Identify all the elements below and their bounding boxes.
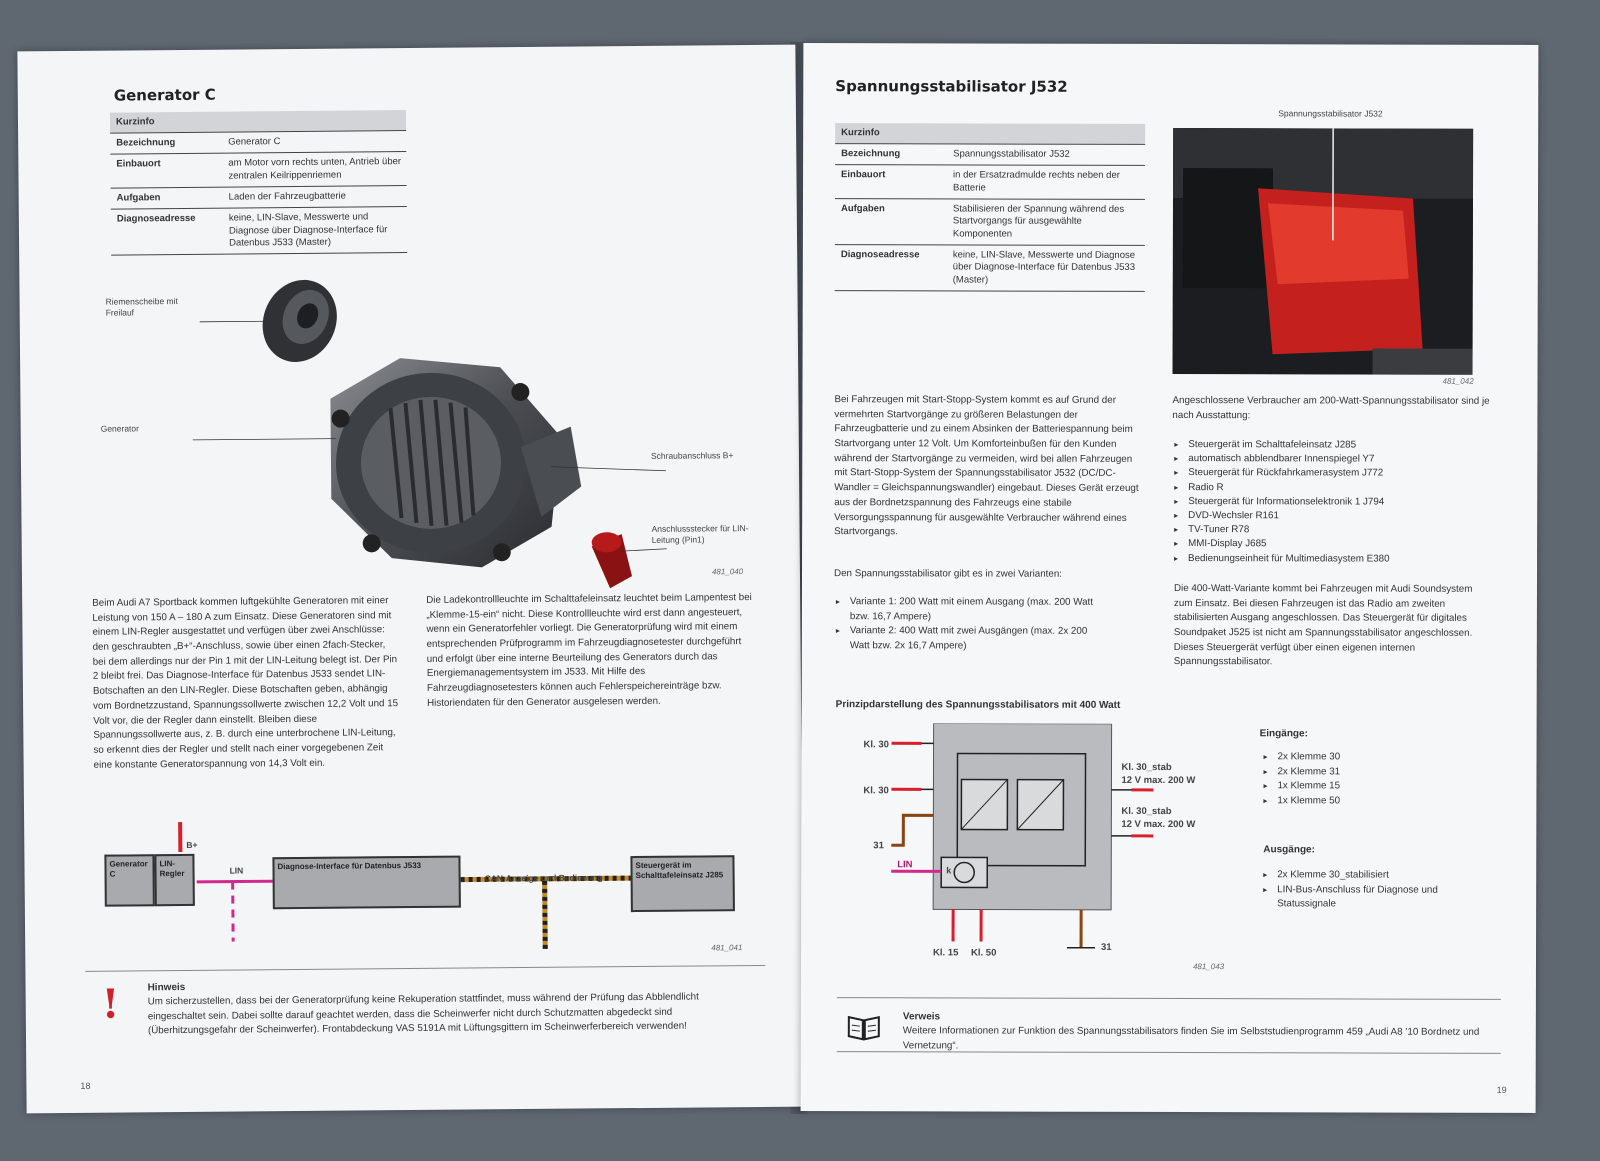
cluster-box: Steuergerät im Schalttafeleinsatz J285 [630, 855, 734, 912]
variants-intro: Den Spannungsstabilisator gibt es in zwei Varianten: [833, 568, 1063, 580]
lin-regler-box: LIN-Regler [154, 854, 194, 906]
kurzinfo-row [110, 151, 406, 187]
list-item: ▸ TV-Tuner R78 [1174, 523, 1474, 538]
row-key: Diagnoseadresse [840, 249, 920, 261]
row-value: Spannungsstabilisator J532 [953, 148, 1070, 160]
figure-number: 481_043 [1192, 962, 1225, 972]
row-value: keine, LIN-Slave, Messwerte und Diagnose über Diagnose-Interface für Datenbus J533 (Master) [228, 211, 388, 249]
b31-label: 31 [1101, 941, 1112, 953]
note-divider [85, 965, 765, 972]
ref-text: Weitere Informationen zur Funktion des Spannungsstabilisators finden Sie im Selbststudienprogramm 459 „Audi A8 ’10 Bordnetz und Vernetzung“. [902, 1025, 1480, 1052]
k-label: k [946, 865, 952, 876]
consumers-intro: Angeschlossene Verbraucher am 200-Watt-Spannungsstabilisator sind je nach Ausstattung: [1172, 395, 1490, 421]
output2-label [1121, 806, 1195, 832]
list-item: ▸ 2x Klemme 30_stabilisiert [1263, 868, 1463, 883]
kurzinfo-row [111, 206, 407, 256]
paragraph-generator: Beim Audi A7 Sportback kommen luftgekühlte Generatoren mit einer Leistung von 150 A – 180 A zum Einsatz. Diese Generatoren sind mit einem LIN-Regler ausgestattet und verfügen über zwei Anschlüsse: den geschraubten „B+“-Anschluss, sowie über einen 2fach-Stecker, bei dem allerdings nur der Pin 1 mit der LIN-Leitung belegt ist. Der Pin 2 bleibt frei. Das Diagnose-Interface für Datenbus J533 sendet LIN-Botschaften an den LIN-Regler. Diese Botschaften geben, abhängig vom Bordnetzzustand, Spannungssollwerte zwischen 12,2 Volt und 15 Volt vor, die der Regler dann einstellt. Bleiben diese Spannungssollwerte aus, z. B. durch eine unterbrochene LIN-Leitung, so erkennt dies der Regler und stellt nach einer vorgegebenen Zeit eine konstante Generatorspannung von 14,3 Volt ein. [92, 595, 399, 771]
list-item: ▸ Steuergerät für Rückfahrkamerasystem J772 [1174, 466, 1474, 481]
kurzinfo-table [835, 123, 1145, 292]
output-rating: 12 V max. 200 W [1121, 774, 1196, 786]
stabilizer-schematic [831, 723, 1252, 974]
photo-label: Spannungsstabilisator J532 [1278, 108, 1383, 119]
left-page [17, 45, 804, 1114]
row-value: Stabilisieren der Spannung während des Startvorgangs für ausgewählte Komponenten [952, 203, 1125, 240]
label-pulley: Riemenscheibe mit Freilauf [105, 296, 178, 318]
inputs-title: Eingänge: [1259, 728, 1308, 740]
book-icon [847, 1013, 881, 1041]
paragraph-stabilizer: Bei Fahrzeugen mit Start-Stopp-System kommt es auf Grund der vermehrten Startvorgänge zu größeren Belastungen der Fahrzeugbatterie und zu einem Absinken der Batteriespannung beim Startvorgang unter 12 Volt. Um Komforteinbußen für den Kunden während der Startvorgänge zu vermeiden, wird bei allen Fahrzeugen mit Start-Stopp-System der Spannungsstabilisator J532 (DC/DC-Wandler = Gleichspannungswandler) eingebaut. Dieses Gerät erzeugt aus der Bordnetzspannung des Fahrzeugs eine stabile Versorgungsspannung für ausgewählte Verbraucher während eines Startvorgangs. [834, 394, 1139, 538]
note-title: Hinweis [147, 981, 186, 994]
list-item: ▸ Variante 2: 400 Watt mit zwei Ausgängen (max. 2x 200 Watt bzw. 2x 16,7 Ampere) [836, 625, 1106, 655]
note-text: Um sicherzustellen, dass bei der Generatorprüfung keine Rekuperation stattfindet, muss während der Prüfung das Abblendlicht eingeschaltet sein. Dabei sollte darauf geachtet werden, dass die Scheinwerfer nicht durch Schutzmatten abgedeckt sind (Überhitzungsgefahr der Scheinwerfer). Frontabdeckung VAS 5191A mit Lüftungsgittern im Scheinwerferbereich verwenden! [147, 991, 699, 1037]
list-item: ▸ Variante 1: 200 Watt mit einem Ausgang (max. 200 Watt bzw. 16,7 Ampere) [836, 595, 1106, 625]
row-value: am Motor vorn rechts unten, Antrieb über zentralen Keilrippenriemen [228, 156, 402, 182]
gateway-box: Diagnose-Interface für Datenbus J533 [272, 856, 460, 910]
kurzinfo-row [835, 143, 1145, 165]
list-item: ▸ Steuergerät im Schalttafeleinsatz J285 [1174, 438, 1474, 453]
stabilizer-photo [1173, 128, 1474, 375]
row-key: Einbauort [116, 158, 161, 170]
warning-icon: ! [101, 980, 120, 1028]
generator-box: Generator C [104, 854, 154, 906]
figure-number: 481_041 [711, 943, 743, 953]
note [147, 975, 757, 1039]
stabilizer-photo-icon [1173, 128, 1474, 375]
right-page [801, 43, 1539, 1113]
output-name: Kl. 30_stab [1121, 805, 1172, 818]
figure-number: 481_042 [1442, 376, 1474, 386]
row-key: Bezeichnung [841, 148, 901, 160]
variants-list [836, 595, 1106, 654]
kurzinfo-header: Kurzinfo [110, 110, 406, 133]
reference-note [903, 1009, 1493, 1055]
row-value: keine, LIN-Slave, Messwerte und Diagnose über Diagnose-Interface für Datenbus J533 (Master) [952, 249, 1136, 286]
output-rating: 12 V max. 200 W [1121, 818, 1196, 830]
paragraph-charge-lamp: Die Ladekontrollleuchte im Schalttafeleinsatz leuchtet beim Lampentest bei „Klemme-15-ein“ nicht. Diese Kontrollleuchte wird erst dann angesteuert, wenn ein Generatorfehler vorliegt. Die Generatorprüfung wird mit einem entsprechenden Prüfprogramm im Fahrzeugdiagnosetester durchgeführt und erfolgt über eine interne Beurteilung des Generators durch das Energiemanagementsystem im J533. Mit Hilfe des Fahrzeugdiagnosetesters können auch Fehlerspeichereinträge bzw. Historiendaten für den Generator ausgelesen werden. [426, 592, 752, 709]
kurzinfo-table [110, 110, 407, 256]
lin-label: LIN [897, 859, 913, 871]
page-number: 19 [1496, 1084, 1507, 1095]
row-key: Diagnoseadresse [116, 213, 196, 225]
kl30-label: Kl. 30 [863, 739, 889, 751]
generator-illustration [99, 265, 782, 601]
row-key: Bezeichnung [116, 137, 176, 149]
row-key: Einbauort [841, 169, 886, 181]
page-title: Generator C [113, 85, 216, 105]
list-item: ▸ 2x Klemme 30 [1264, 750, 1464, 765]
list-item: ▸ LIN-Bus-Anschluss für Diagnose und Statussignale [1263, 883, 1463, 913]
kl30-label: Kl. 30 [863, 785, 889, 797]
page-number: 18 [80, 1080, 91, 1091]
kurzinfo-header: Kurzinfo [835, 123, 1145, 144]
list-item: ▸ automatisch abblendbarer Innenspiegel Y7 [1174, 452, 1474, 467]
lin-label: LIN [229, 865, 244, 876]
row-key: Aufgaben [840, 203, 885, 215]
bplus-label: B+ [186, 839, 198, 850]
figure-number: 481_040 [711, 567, 744, 577]
kurzinfo-row [835, 198, 1145, 245]
generator-body-icon [330, 357, 582, 569]
row-key: Aufgaben [116, 192, 161, 204]
kurzinfo-row [110, 130, 406, 154]
list-item: ▸ 2x Klemme 31 [1263, 765, 1463, 780]
list-item: ▸ Bedienungseinheit für Multimediasystem E380 [1174, 552, 1474, 567]
list-item: ▸ Steuergerät für Informationselektronik 1 J794 [1174, 495, 1474, 510]
output-name: Kl. 30_stab [1121, 761, 1172, 774]
outputs-title: Ausgänge: [1263, 844, 1315, 856]
kurzinfo-row [835, 164, 1145, 198]
list-item: ▸ DVD-Wechsler R161 [1174, 509, 1474, 524]
kl50-label: Kl. 50 [971, 947, 997, 959]
schematic-title: Prinzipdarstellung des Spannungsstabilisators mit 400 Watt [835, 699, 1121, 711]
kurzinfo-row [111, 185, 407, 209]
kurzinfo-row [835, 244, 1145, 292]
kl15-label: Kl. 15 [933, 947, 959, 959]
inputs-list [1263, 750, 1463, 809]
row-value: Laden der Fahrzeugbatterie [228, 190, 346, 203]
can-label: CAN-Anzeige und Bedienung [484, 872, 603, 884]
row-value: Generator C [228, 136, 281, 148]
page-title: Spannungsstabilisator J532 [835, 77, 1068, 96]
ref-divider-top [837, 997, 1501, 1000]
label-plug: Anschlussstecker für LIN-Leitung (Pin1) [651, 523, 749, 545]
ref-title: Verweis [902, 1011, 941, 1023]
paragraph-400w: Die 400-Watt-Variante kommt bei Fahrzeugen mit Audi Soundsystem zum Einsatz. Bei diesen Fahrzeugen ist das Radio am zweiten stabilisierten Ausgang angeschlossen. Das Steuergerät für digitales Soundpaket J525 ist nicht am Spannungsstabilisator angeschlossen. Dieses Steuergerät verfügt über einen eigenen internen Spannungsstabilisator. [1173, 583, 1473, 668]
row-value: in der Ersatzradmulde rechts neben der Batterie [953, 169, 1120, 194]
output1-label [1121, 762, 1195, 788]
consumers-list [1174, 438, 1474, 567]
label-screw: Schraubanschluss B+ [650, 450, 734, 461]
label-generator: Generator [100, 423, 140, 434]
plug-icon [592, 532, 632, 588]
outputs-list [1263, 868, 1463, 913]
list-item: ▸ MMI-Display J685 [1174, 537, 1474, 552]
list-item: ▸ Radio R [1174, 481, 1474, 496]
list-item: ▸ 1x Klemme 15 [1263, 780, 1463, 795]
t31-label: 31 [873, 840, 884, 852]
list-item: ▸ 1x Klemme 50 [1263, 794, 1463, 809]
